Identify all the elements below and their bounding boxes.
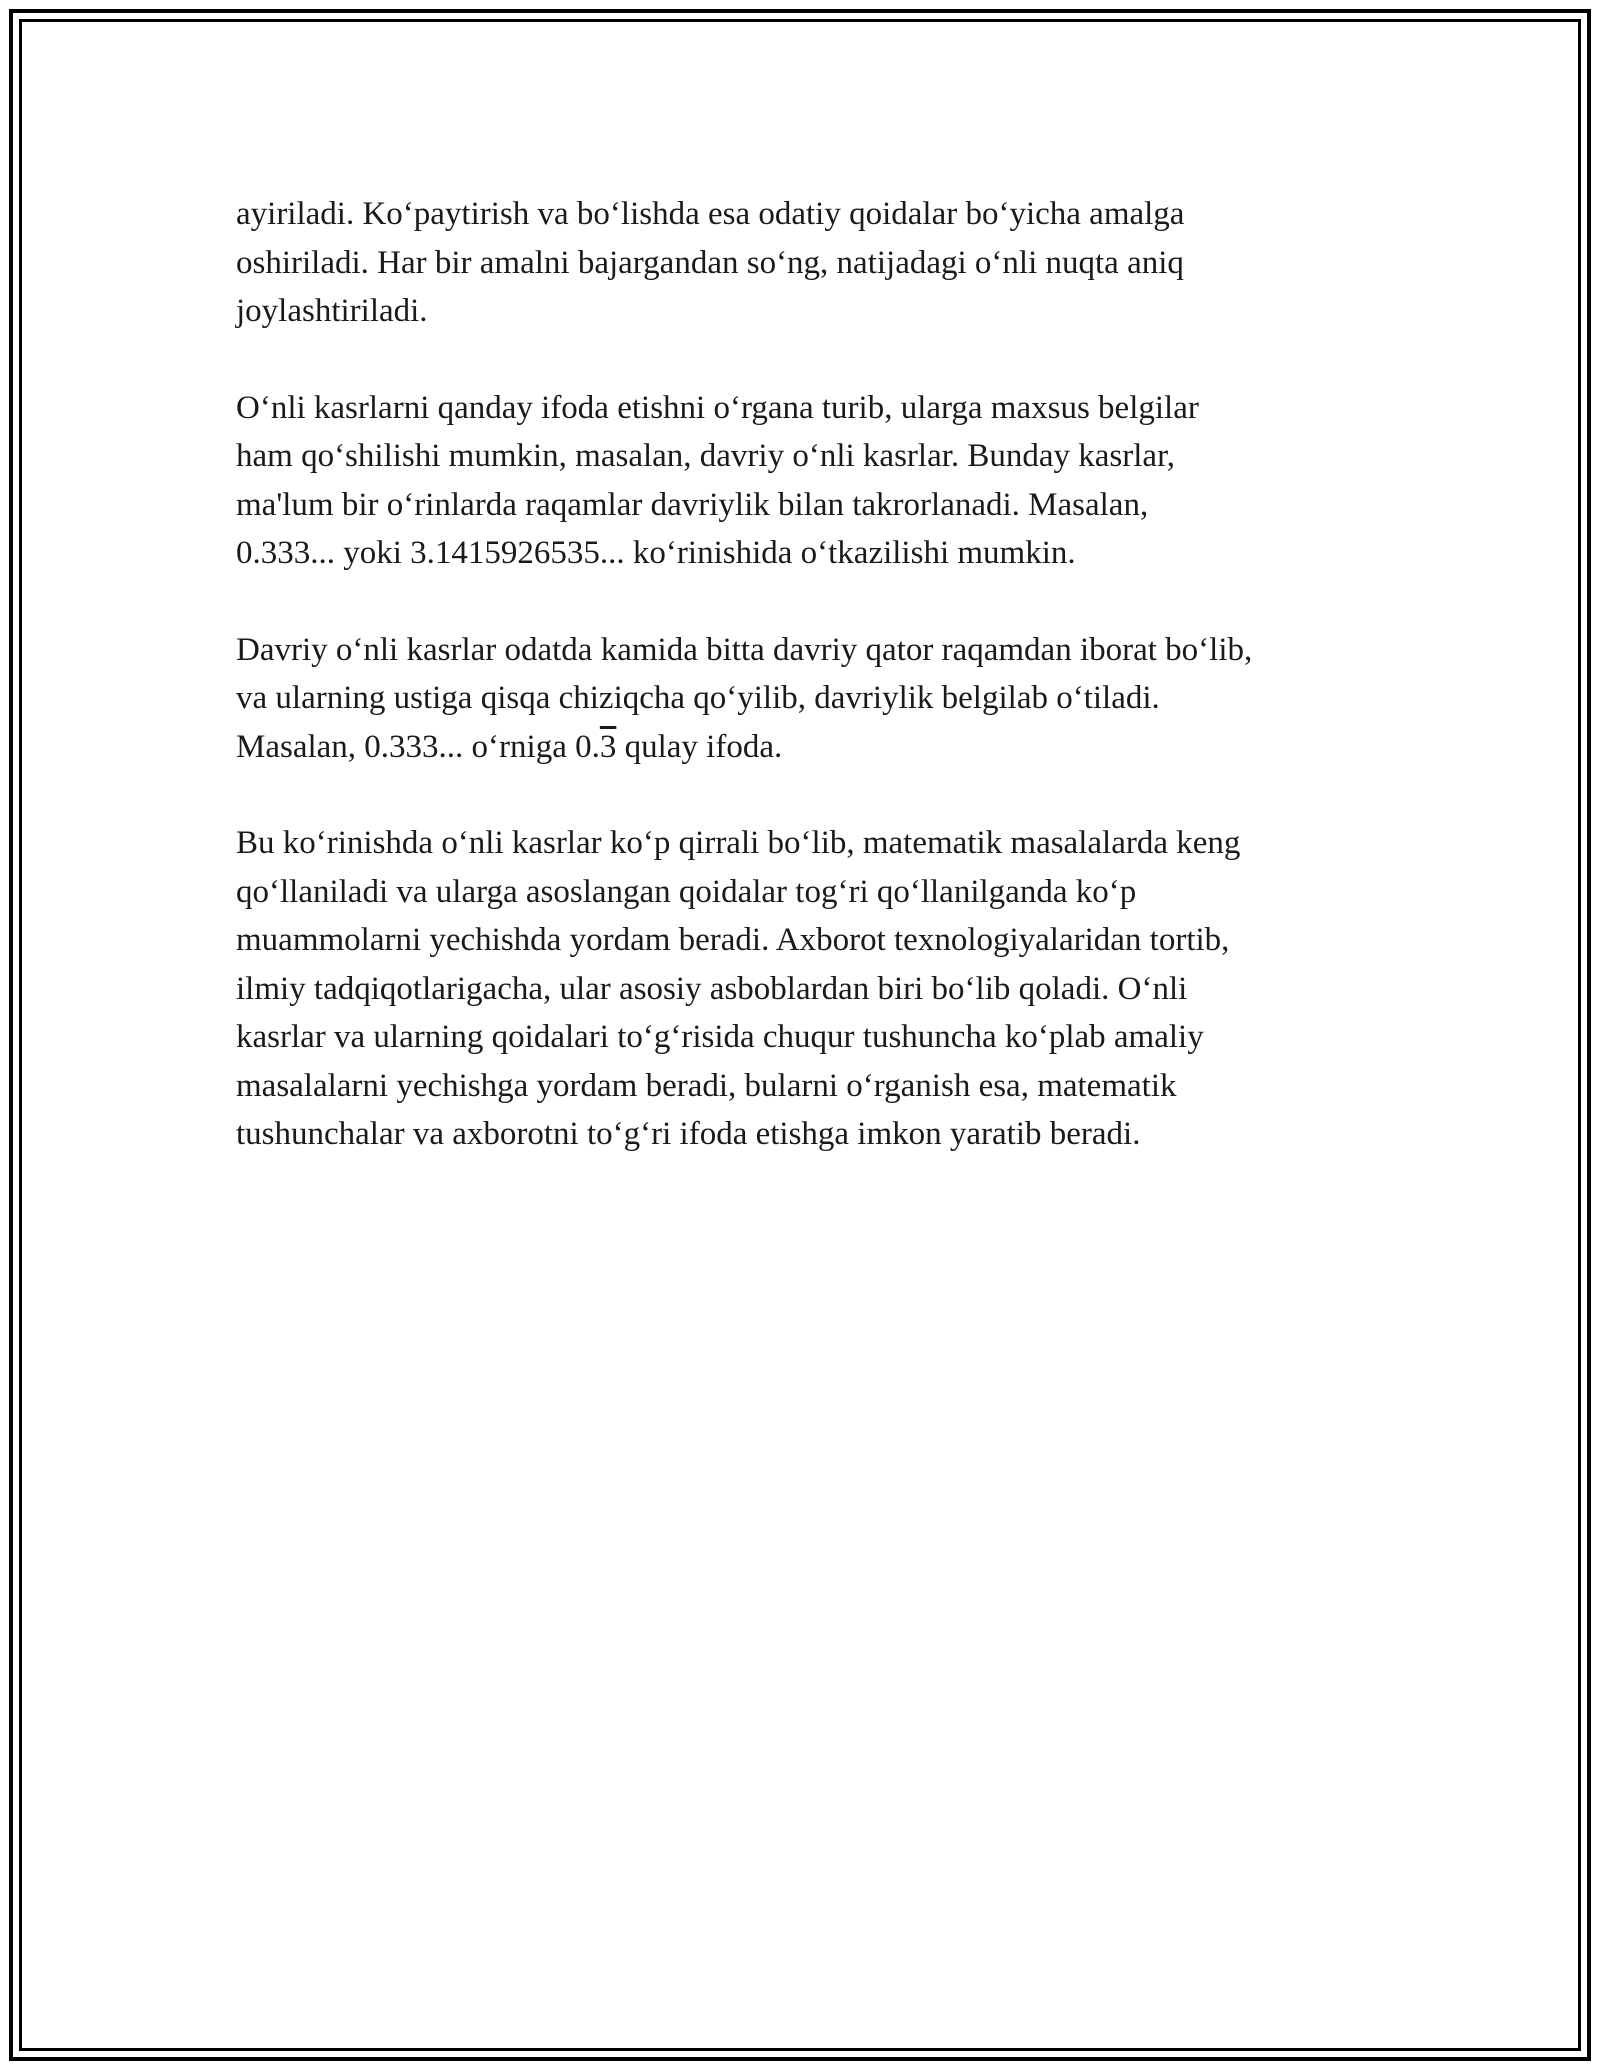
text-line: muammolarni yechishda yordam beradi. Axborot texnologiyalaridan tortib, — [236, 922, 1230, 958]
paragraph-1 — [236, 190, 1366, 336]
text-line: Bu ko‘rinishda o‘nli kasrlar ko‘p qirrali bo‘lib, matematik masalalarda keng — [236, 825, 1241, 861]
text-line: ma'lum bir o‘rinlarda raqamlar davriylik bilan takrorlanadi. Masalan, — [236, 486, 1149, 523]
repeating-digit: 3 — [599, 728, 617, 765]
paragraph-3 — [236, 626, 1366, 772]
text-line: O‘nli kasrlarni qanday ifoda etishni o‘rgana turib, ularga maxsus belgilar — [236, 389, 1199, 426]
text-line — [236, 723, 1366, 772]
document-body — [236, 190, 1366, 1207]
text-line: ilmiy tadqiqotlarigacha, ular asosiy asboblardan biri bo‘lib qoladi. O‘nli — [236, 970, 1188, 1007]
text-segment: qulay ifoda. — [616, 728, 783, 765]
paragraph-2 — [236, 384, 1366, 578]
text-line: Davriy o‘nli kasrlar odatda kamida bitta davriy qator raqamdan iborat bo‘lib, — [236, 631, 1253, 668]
text-line: tushunchalar va axborotni to‘g‘ri ifoda etishga imkon yaratib beradi. — [236, 1116, 1141, 1152]
text-line: qo‘llaniladi va ularga asoslangan qoidalar tog‘ri qo‘llanilganda ko‘p — [236, 873, 1137, 910]
text-line: joylashtiriladi. — [236, 293, 428, 329]
text-line: va ularning ustiga qisqa chiziqcha qo‘yilib, davriylik belgilab o‘tiladi. — [236, 680, 1160, 716]
paragraph-4 — [236, 819, 1366, 1159]
text-line: 0.333... yoki 3.1415926535... ko‘rinishida o‘tkazilishi mumkin. — [236, 535, 1076, 571]
text-segment: Masalan, 0.333... o‘rniga 0. — [236, 728, 600, 765]
text-line: ham qo‘shilishi mumkin, masalan, davriy o‘nli kasrlar. Bunday kasrlar, — [236, 438, 1176, 474]
text-line: masalalarni yechishga yordam beradi, bularni o‘rganish esa, matematik — [236, 1067, 1177, 1104]
text-line: ayiriladi. Ko‘paytirish va bo‘lishda esa odatiy qoidalar bo‘yicha amalga — [236, 196, 1185, 232]
text-line: oshiriladi. Har bir amalni bajargandan so‘ng, natijadagi o‘nli nuqta aniq — [236, 244, 1184, 281]
text-line: kasrlar va ularning qoidalari to‘g‘risida chuqur tushuncha ko‘plab amaliy — [236, 1019, 1204, 1055]
